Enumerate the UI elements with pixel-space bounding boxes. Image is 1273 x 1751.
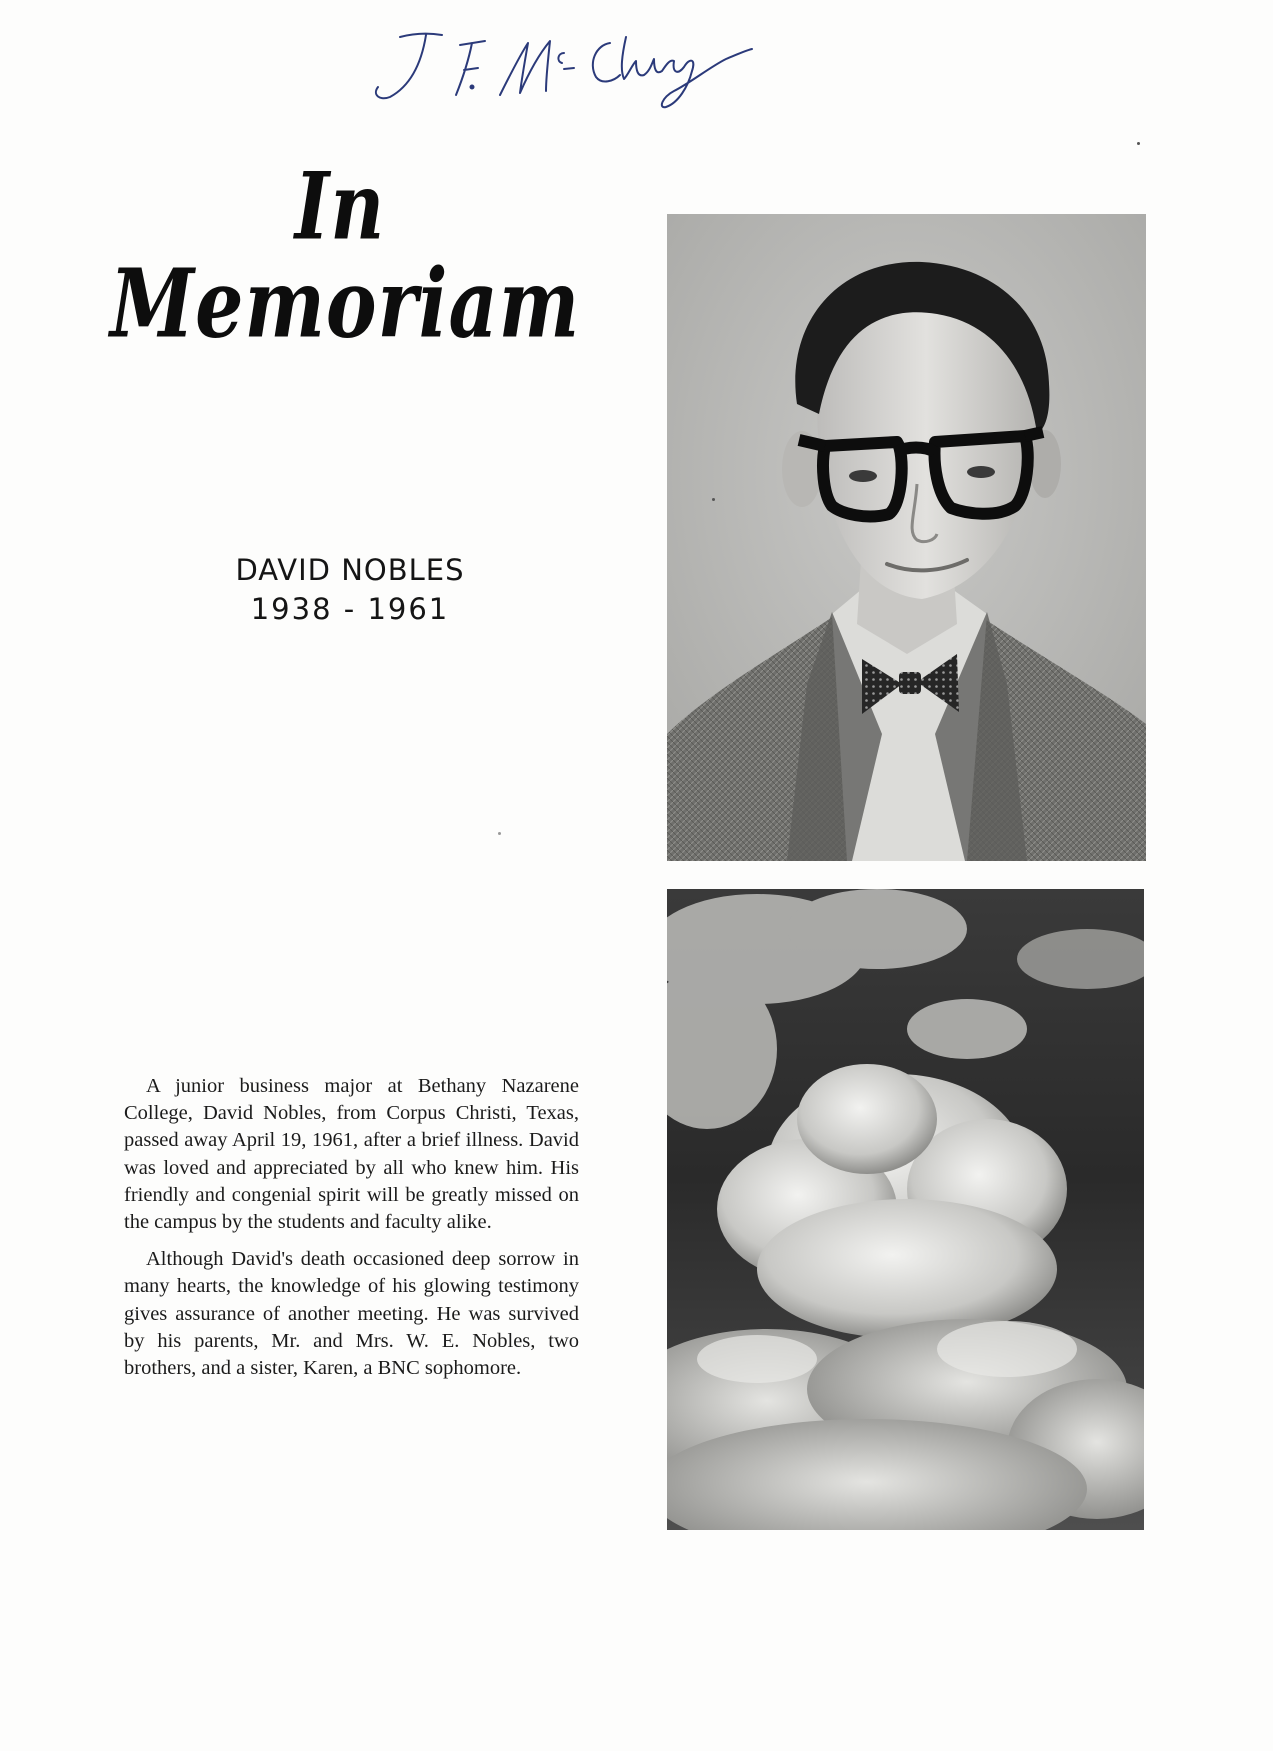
person-heading <box>110 552 590 632</box>
portrait-photo <box>667 214 1146 861</box>
signature-icon <box>360 15 800 115</box>
title-line-in: In <box>294 153 386 261</box>
portrait-icon <box>667 214 1146 861</box>
memorial-text <box>124 1073 579 1392</box>
person-years: 1938 - 1961 <box>250 592 450 627</box>
scan-speck <box>1137 142 1140 145</box>
scan-speck <box>498 832 501 835</box>
person-name: DAVID NOBLES <box>235 553 465 587</box>
paragraph: A junior business major at Bethany Nazarene College, David Nobles, from Corpus Christi, Texas, passed away April 19, 1961, after a brief illness. David was loved and appreciated by all who knew him. His friendly and congenial spirit will be greatly missed on the campus by the students and faculty alike. <box>124 1075 579 1234</box>
title-line-memoriam: Memoriam <box>110 247 581 359</box>
scan-speck <box>712 498 715 501</box>
handwritten-signature <box>360 15 800 115</box>
clouds-icon <box>667 889 1144 1530</box>
memorial-title <box>110 153 581 359</box>
paragraph: Although David's death occasioned deep sorrow in many hearts, the knowledge of his glowing testimony gives assurance of another meeting. He was survived by his parents, Mr. and Mrs. W. E. Nobles, two brothers, and a sister, Karen, a BNC sophomore. <box>124 1248 579 1380</box>
clouds-photo <box>667 889 1144 1530</box>
